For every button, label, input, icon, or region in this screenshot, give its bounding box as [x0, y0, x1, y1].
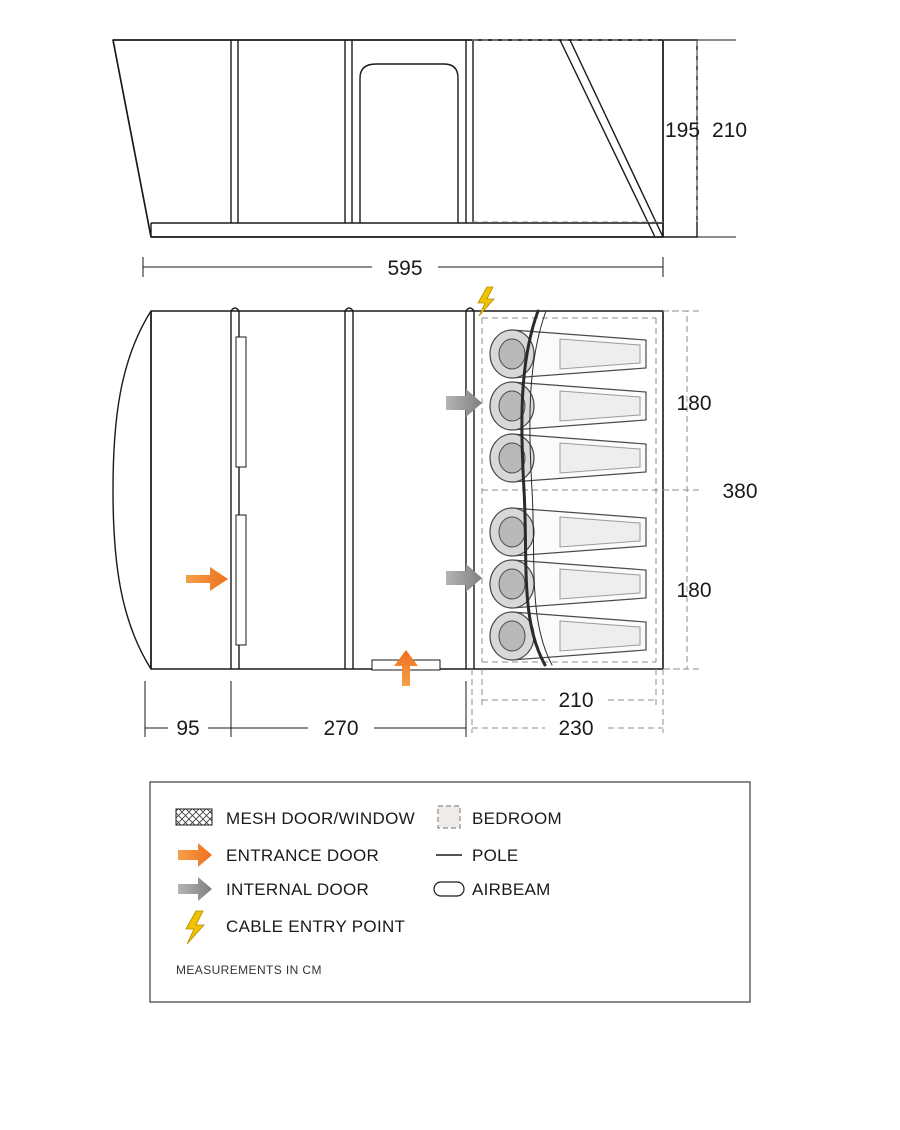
legend-label-cable: CABLE ENTRY POINT — [226, 917, 406, 936]
legend-label-pole: POLE — [472, 846, 519, 865]
dim-height-outer: 210 — [712, 119, 748, 142]
legend-label-internal: INTERNAL DOOR — [226, 880, 370, 899]
legend-label-entrance: ENTRANCE DOOR — [226, 846, 380, 865]
floor-plan-view — [113, 287, 758, 740]
legend-label-airbeam: AIRBEAM — [472, 880, 551, 899]
dim-bedroom-outer-width: 230 — [558, 717, 594, 740]
mesh-swatch-icon — [176, 809, 212, 825]
capsule-icon — [434, 882, 464, 896]
mesh-window-lower — [236, 515, 246, 645]
legend-panel — [150, 782, 750, 1002]
plan-front-bow — [113, 311, 151, 669]
dim-overall-length: 595 — [387, 257, 423, 280]
dim-bedroom-depth-top: 180 — [676, 392, 712, 415]
dashed-square-icon — [438, 806, 460, 828]
legend-item-mesh — [176, 809, 415, 828]
legend-label-mesh: MESH DOOR/WINDOW — [226, 809, 415, 828]
dim-overall-depth: 380 — [722, 480, 758, 503]
dim-living-area: 270 — [323, 717, 359, 740]
mesh-window-upper — [236, 337, 246, 467]
side-elevation-view — [113, 40, 747, 280]
dim-height-inner: 195 — [665, 119, 701, 142]
legend-label-bedroom: BEDROOM — [472, 809, 562, 828]
legend-item-airbeam — [434, 880, 551, 899]
elevation-outline — [113, 40, 663, 237]
dim-porch-front: 95 — [176, 717, 200, 740]
dim-bedroom-inner-width: 210 — [558, 689, 594, 712]
legend-item-bedroom — [438, 806, 562, 828]
legend-units-note: MEASUREMENTS IN CM — [176, 963, 322, 977]
dim-bedroom-depth-bottom: 180 — [676, 579, 712, 602]
